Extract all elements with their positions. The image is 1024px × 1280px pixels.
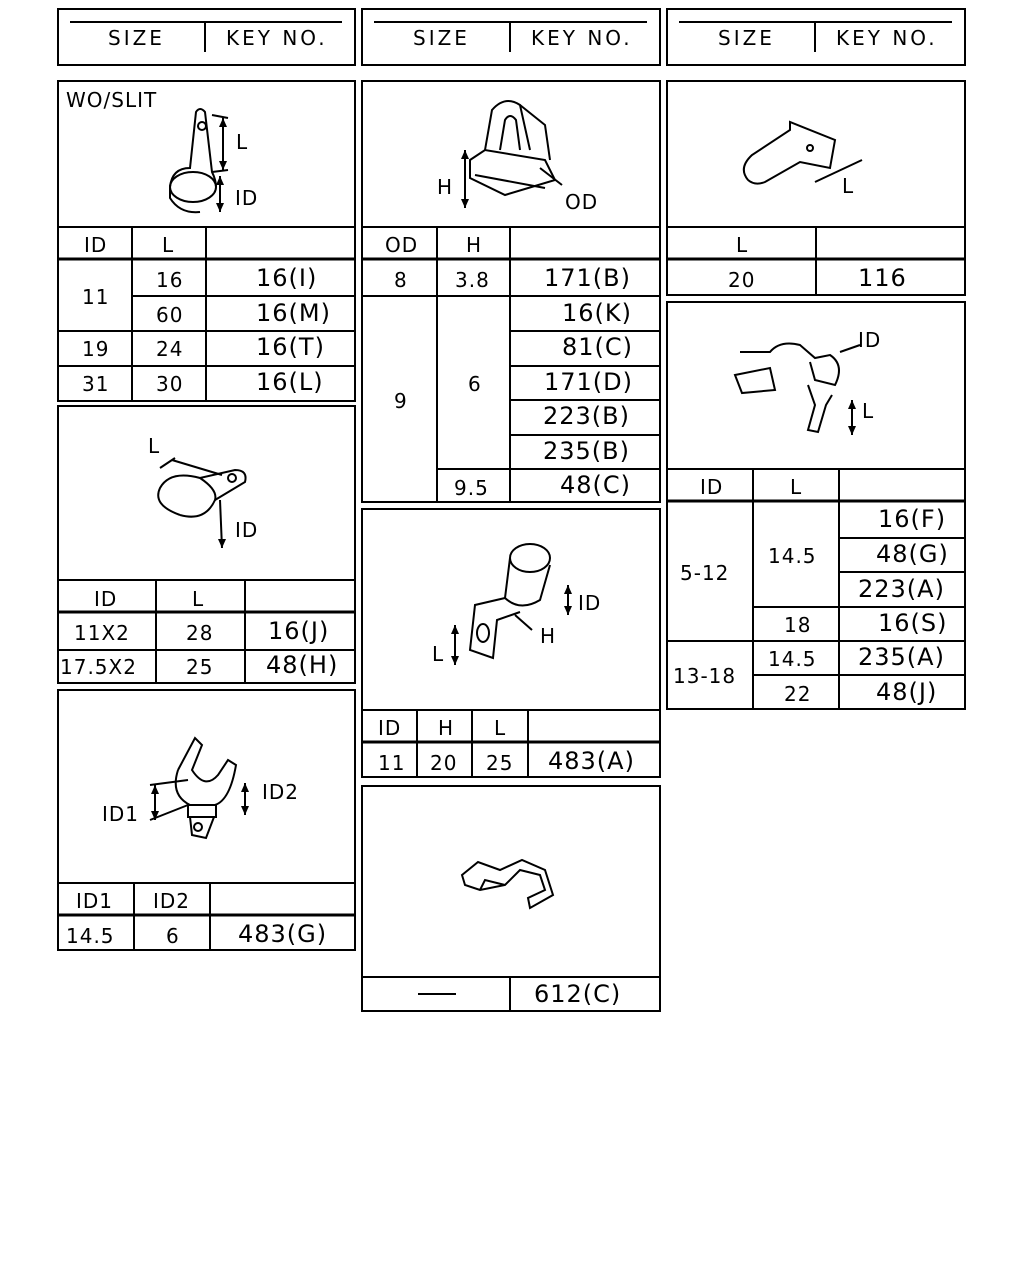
panel2-dim-l: L: [148, 434, 161, 458]
panel8-row3-key: 223(A): [858, 575, 945, 603]
panel7-row1-key: 116: [858, 264, 907, 292]
panel2-row2-key: 48(H): [266, 651, 339, 679]
panel5-row1-l: 25: [486, 751, 514, 775]
header-size-label-2: SIZE: [413, 26, 470, 50]
panel2-row1-l: 28: [186, 621, 214, 645]
panel2-row1-id: 11X2: [74, 621, 130, 645]
panel1-row1-l: 16: [156, 268, 184, 292]
panel4-row2-h: 6: [468, 372, 482, 396]
panel1-dim-l: L: [236, 130, 249, 154]
panel3-row1-id2: 6: [166, 924, 180, 948]
panel8-row4-l: 18: [784, 613, 812, 637]
panel8-row4-key: 16(S): [878, 609, 948, 637]
clip-drawing-4: [465, 101, 562, 208]
panel1-row2-l: 60: [156, 303, 184, 327]
panel1-row4-key: 16(L): [256, 368, 324, 396]
panel1-row4-l: 30: [156, 372, 184, 396]
panel3-dim-id2: ID2: [262, 780, 300, 804]
panel3-row1-key: 483(G): [238, 920, 328, 948]
panel2-dim-id: ID: [235, 518, 259, 542]
panel4-dim-h: H: [437, 175, 454, 199]
panel5-frame: [362, 509, 660, 777]
panel4-row7-h: 9.5: [454, 476, 489, 500]
panel2-row2-id: 17.5X2: [60, 655, 137, 679]
panel7-col-l: L: [736, 233, 749, 257]
panel1-row3-id: 19: [82, 337, 110, 361]
panel4-row1-key: 171(B): [544, 264, 631, 292]
panel8-row6-key: 48(J): [876, 678, 938, 706]
panel1-col-id: ID: [84, 233, 108, 257]
panel8-dim-id: ID: [858, 328, 882, 352]
panel4-row4-key: 171(D): [544, 368, 634, 396]
panel8-row5-id: 13-18: [673, 664, 737, 688]
panel2-row1-key: 16(J): [268, 617, 330, 645]
panel5-dim-h: H: [540, 624, 557, 648]
panel3-dim-id1: ID1: [102, 802, 140, 826]
header-size-label-3: SIZE: [718, 26, 775, 50]
clip-drawing-6: [462, 860, 553, 908]
panel8-row5-l: 14.5: [768, 647, 817, 671]
panel8-row1-l: 14.5: [768, 544, 817, 568]
panel4-dim-od: OD: [565, 190, 599, 214]
clip-drawing-3: [150, 738, 245, 838]
panel8-row1-key: 16(F): [878, 505, 947, 533]
panel1-row3-key: 16(T): [256, 333, 325, 361]
panel2-col-l: L: [192, 587, 205, 611]
panel1-row3-l: 24: [156, 337, 184, 361]
clip-drawing-2: [158, 458, 245, 548]
panel5-col-l: L: [494, 716, 507, 740]
panel8-row6-l: 22: [784, 682, 812, 706]
panel5-dim-id: ID: [578, 591, 602, 615]
panel2-col-id: ID: [94, 587, 118, 611]
clip-drawing-1: [170, 109, 228, 212]
header-key-label-2: KEY NO.: [531, 26, 633, 50]
panel1-row1-id: 11: [82, 285, 110, 309]
panel4-col-od: OD: [385, 233, 419, 257]
panel1-dim-id: ID: [235, 186, 259, 210]
panel4-row2-od: 9: [394, 389, 408, 413]
panel5-row1-key: 483(A): [548, 747, 635, 775]
panel4-col-h: H: [466, 233, 483, 257]
header-key-label-3: KEY NO.: [836, 26, 938, 50]
panel8-col-id: ID: [700, 475, 724, 499]
panel3-col-id1: ID1: [76, 889, 114, 913]
panel4-row2-key: 16(K): [562, 299, 633, 327]
panel8-col-l: L: [790, 475, 803, 499]
panel3-col-id2: ID2: [153, 889, 191, 913]
panel8-row2-key: 48(G): [876, 540, 949, 568]
panel4-row6-key: 235(B): [543, 437, 630, 465]
panel7-dim-l: L: [842, 174, 855, 198]
panel5-row1-h: 20: [430, 751, 458, 775]
header-size-label-1: SIZE: [108, 26, 165, 50]
panel1-note: WO/SLIT: [66, 88, 158, 112]
panel4-row7-key: 48(C): [560, 471, 632, 499]
panel4-row1-od: 8: [394, 268, 408, 292]
panel1-col-l: L: [162, 233, 175, 257]
panel5-col-id: ID: [378, 716, 402, 740]
panel8-row5-key: 235(A): [858, 643, 945, 671]
panel1-row1-key: 16(I): [256, 264, 318, 292]
panel5-dim-l: L: [432, 642, 445, 666]
header-key-label-1: KEY NO.: [226, 26, 328, 50]
panel4-row1-h: 3.8: [455, 268, 490, 292]
panel3-row1-id1: 14.5: [66, 924, 115, 948]
panel5-col-h: H: [438, 716, 455, 740]
clip-drawing-8: [735, 344, 860, 435]
panel5-row1-id: 11: [378, 751, 406, 775]
panel8-row1-id: 5-12: [680, 561, 730, 585]
panel6-key: 612(C): [534, 980, 622, 1008]
panel8-dim-l: L: [862, 399, 875, 423]
panel1-row2-key: 16(M): [256, 299, 331, 327]
panel4-row3-key: 81(C): [562, 333, 634, 361]
panel2-row2-l: 25: [186, 655, 214, 679]
panel4-row5-key: 223(B): [543, 402, 630, 430]
panel1-row4-id: 31: [82, 372, 110, 396]
panel7-row1-l: 20: [728, 268, 756, 292]
